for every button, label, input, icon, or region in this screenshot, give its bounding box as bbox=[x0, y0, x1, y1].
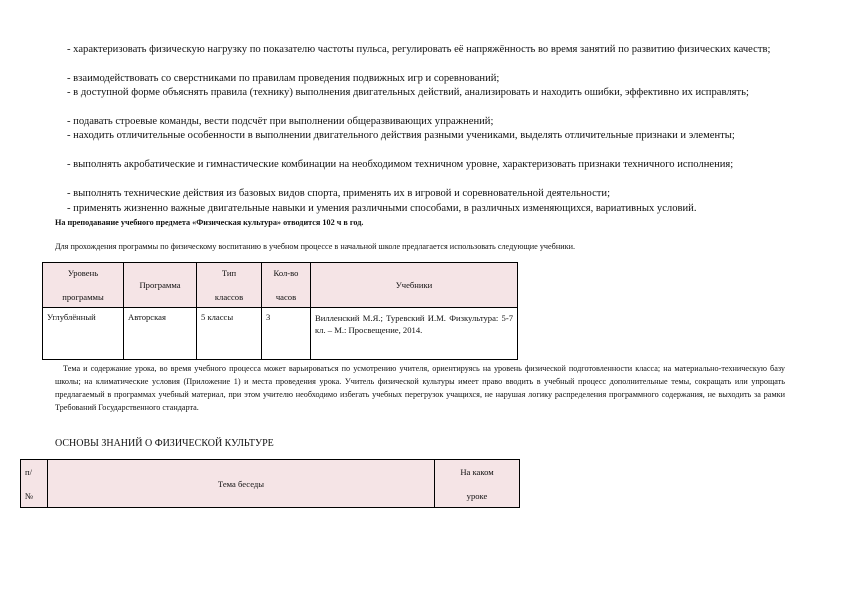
textbooks-table bbox=[42, 262, 518, 360]
header-books: Учебники bbox=[311, 263, 518, 308]
list-item: - применять жизненно важные двигательные навыки и умения различными способами, в различных изменяющихся, вариативных условий. bbox=[67, 203, 697, 214]
textbook-note: Для прохождения программы по физическому воспитанию в учебном процессе в начальной школе предлагается использовать следующие учебники. bbox=[55, 242, 575, 251]
content-paragraph: Тема и содержание урока, во время учебного процесса может варьироваться по усмотрению учителя, ориентируясь на уровень физической подготовленности класса; на материально-техническую базу школы; на климатические условия (Приложение 1) и места проведения урока. Учитель физической культуры имеет право вводить в учебный процесс дополнительные темы, сокращать или упрощать предлагаемый в программах учебный материал, при этом учителю необходимо избегать учебных перегрузок учащихся, не нарушая логику распределения программного содержания, не выходить за рамки Требований Государственного стандарта. bbox=[55, 364, 785, 412]
list-item: - находить отличительные особенности в выполнении двигательного действия разными учениками, выделять отличительные признаки и элементы; bbox=[67, 130, 735, 141]
header-number: п/ № bbox=[21, 460, 48, 508]
header-level: Уровень программы bbox=[43, 263, 124, 308]
header-lesson: На каком уроке bbox=[435, 460, 520, 508]
table-header-row bbox=[43, 263, 518, 308]
header-type: Тип классов bbox=[197, 263, 262, 308]
cell-book: Вилленский М.Я.; Туревский И.М. Физкультура: 5-7 кл. – М.: Просвещение, 2014. bbox=[311, 308, 518, 360]
list-item: - выполнять акробатические и гимнастические комбинации на необходимом техничном уровне, характеризовать признаки техничного исполнения; bbox=[67, 159, 734, 170]
hours-note: На преподавание учебного предмета «Физическая культура» отводится 102 ч в год. bbox=[55, 218, 364, 227]
section-heading: ОСНОВЫ ЗНАНИЙ О ФИЗИЧЕСКОЙ КУЛЬТУРЕ bbox=[55, 438, 274, 449]
cell-type: 5 классы bbox=[197, 308, 262, 360]
cell-level: Углублённый bbox=[43, 308, 124, 360]
list-item: - в доступной форме объяснять правила (технику) выполнения двигательных действий, анализировать и находить ошибки, эффективно их исправлять; bbox=[67, 87, 749, 98]
table-header-row bbox=[21, 460, 520, 508]
header-count: Кол-во часов bbox=[262, 263, 311, 308]
cell-count: 3 bbox=[262, 308, 311, 360]
table-row bbox=[43, 308, 518, 360]
topics-table bbox=[20, 459, 520, 508]
list-item: - характеризовать физическую нагрузку по показателю частоты пульса, регулировать её напряжённость во время занятий по развитию физических качеств; bbox=[67, 44, 771, 55]
list-item: - подавать строевые команды, вести подсчёт при выполнении общеразвивающих упражнений; bbox=[67, 116, 494, 127]
header-program: Программа bbox=[124, 263, 197, 308]
list-item: - взаимодействовать со сверстниками по правилам проведения подвижных игр и соревнований; bbox=[67, 73, 500, 84]
list-item: - выполнять технические действия из базовых видов спорта, применять их в игровой и соревновательной деятельности; bbox=[67, 188, 611, 199]
header-topic: Тема беседы bbox=[48, 460, 435, 508]
cell-program: Авторская bbox=[124, 308, 197, 360]
